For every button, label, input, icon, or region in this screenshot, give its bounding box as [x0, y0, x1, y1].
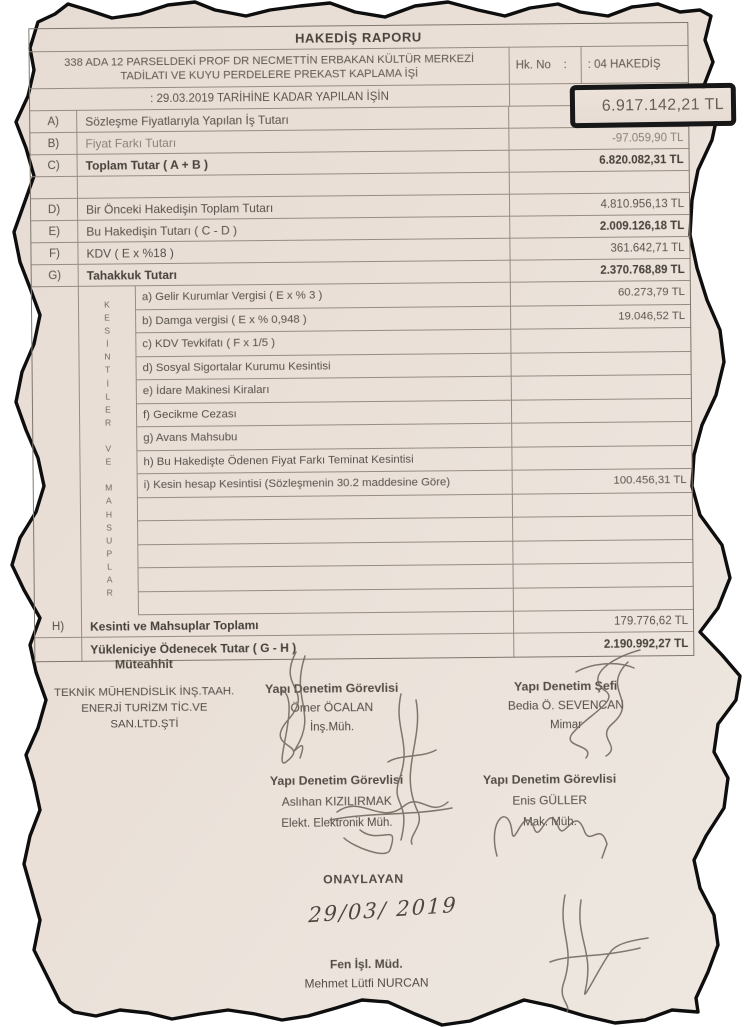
row-label: KDV ( E x %18 ): [86, 245, 174, 261]
row-value: 2.190.992,27 TL: [513, 632, 693, 657]
row-value: 6.820.082,31 TL: [509, 149, 689, 172]
supervisor2-title: Yapı Denetim Görevlisi: [269, 772, 404, 789]
row-label: Sözleşme Fiyatlarıyla Yapılan İş Tutarı: [85, 112, 289, 129]
supervisor1-block: [232, 680, 432, 734]
supervisor3-role: Mak. Müh.: [523, 816, 577, 829]
chief-block: [460, 678, 672, 732]
deduction-label: h) Bu Hakedişte Ödenen Fiyat Farkı Teminat Kesintisi: [143, 453, 414, 468]
deduction-value: [510, 328, 690, 352]
project-line-2: TADİLATI VE KUYU PERDELERE PREKAST KAPLAMA İŞİ: [120, 67, 419, 83]
row-letter: G): [32, 265, 79, 286]
deduction-label: c) KDV Tevkifatı ( F x 1/5 ): [142, 337, 276, 351]
deduction-label: d) Sosyal Sigortalar Kurumu Kesintisi: [142, 360, 331, 374]
supervisor2-block: [230, 772, 443, 830]
deduction-value: [511, 422, 691, 446]
deduction-value: [512, 516, 692, 540]
hakedis-no-label: Hk. No :: [510, 47, 582, 84]
row-label: Bir Önceki Hakedişin Toplam Tutarı: [85, 200, 274, 217]
deductions-rows: [135, 281, 693, 615]
report-title: HAKEDİŞ RAPORU: [29, 23, 687, 52]
approval-title: ONAYLAYAN: [323, 871, 404, 887]
row-letter: [31, 177, 78, 198]
row-letter: C): [31, 155, 78, 176]
highlighted-amount-box: [570, 83, 737, 128]
deduction-value: [512, 539, 692, 563]
deduction-value: [511, 375, 691, 399]
deduction-value: [512, 563, 692, 587]
deduction-label: [138, 541, 512, 567]
row-label: Fiyat Farkı Tutarı: [85, 135, 177, 151]
deduction-label: [139, 565, 513, 591]
supervisor1-name: Ömer ÖCALAN: [290, 700, 374, 715]
hakedis-no-value: : 04 HAKEDİŞ: [587, 58, 661, 71]
row-label: Toplam Tutar ( A + B ): [85, 157, 209, 173]
highlighted-amount: 6.917.142,21 TL: [601, 95, 725, 115]
contractor-block: [31, 656, 257, 733]
project-line-1: 338 ADA 12 PARSELDEKİ PROF DR NECMETTİN ERBAKAN KÜLTÜR MERKEZİ: [64, 52, 475, 69]
supervisor3-block: [446, 771, 653, 829]
row-letter: H): [35, 616, 82, 637]
row-letter: E): [31, 221, 78, 242]
row-letter: D): [31, 199, 78, 220]
chief-role: Mimar: [549, 719, 583, 732]
deduction-label: a) Gelir Kurumlar Vergisi ( E x % 3 ): [141, 289, 323, 304]
row-letter: A): [30, 111, 77, 132]
deduction-value: 100.456,31 TL: [512, 469, 692, 493]
supervisor2-role: Elekt. Elektronik Müh.: [281, 816, 393, 830]
supervisor3-title: Yapı Denetim Görevlisi: [482, 771, 617, 787]
deduction-value: [511, 445, 691, 469]
chief-name: Bedia Ö. SEVENCAN: [507, 697, 624, 713]
date-line: : 29.03.2019 TARİHİNE KADAR YAPILAN İŞİN: [30, 85, 510, 111]
row-label: Yükleniciye Ödenecek Tutar ( G - H ): [90, 640, 297, 657]
deduction-label: b) Damga vergisi ( E x % 0,948 ): [142, 313, 307, 327]
deduction-label: [138, 494, 512, 520]
deduction-label: g) Avans Mahsubu: [143, 431, 238, 445]
deduction-label: i) Kesin hesap Kesintisi (Sözleşmenin 30.2 maddesine Göre): [143, 476, 451, 492]
row-label: Bu Hakedişin Tutarı ( C - D ): [86, 222, 238, 239]
deduction-value: [512, 492, 692, 516]
project-name-cell: [30, 48, 510, 89]
approver-name: Mehmet Lütfi NURCAN: [304, 975, 429, 991]
row-value: 2.370.768,89 TL: [510, 259, 690, 282]
deduction-label: e) İdare Makinesi Kiraları: [142, 384, 270, 398]
deduction-value: 60.273,79 TL: [510, 281, 690, 305]
contractor-line-1: TEKNİK MÜHENDİSLİK İNŞ.TAAH.: [54, 685, 235, 700]
contractor-line-3: SAN.LTD.ŞTİ: [110, 717, 179, 731]
row-label: Kesinti ve Mahsuplar Toplamı: [90, 617, 259, 634]
deduction-value: [511, 398, 691, 422]
approval-block: [283, 871, 443, 887]
row-value: 2.009.126,18 TL: [509, 215, 689, 238]
approver-block: [256, 956, 476, 991]
deduction-label: f) Gecikme Cezası: [142, 408, 237, 421]
deductions-side-label: K E S İ N T İ L E R V E M A H S U P L A R: [104, 299, 113, 598]
row-value: 4.810.956,13 TL: [509, 193, 689, 216]
row-letter: B): [30, 133, 77, 154]
contractor-line-2: ENERJİ TURİZM TİC.VE: [81, 701, 208, 715]
row-value: -97.059,90 TL: [508, 127, 688, 150]
row-label: [78, 173, 509, 198]
deductions-letter-spacer: [32, 287, 82, 616]
approver-role: Fen İşl. Müd.: [329, 956, 403, 972]
supervisor1-title: Yapı Denetim Görevlisi: [264, 680, 399, 697]
deduction-value: 19.046,52 TL: [510, 304, 690, 328]
handwritten-date: 29/03/ 2019: [307, 892, 459, 928]
row-letter: F): [31, 243, 78, 264]
supervisor3-name: Enis GÜLLER: [512, 792, 588, 808]
deduction-label: [138, 518, 512, 544]
row-value: 179.776,62 TL: [513, 610, 693, 633]
header-row: [30, 46, 688, 89]
supervisor1-role: İnş.Müh.: [309, 721, 355, 734]
supervisor2-name: Aslıhan KIZILIRMAK: [281, 793, 392, 809]
deduction-value: [510, 351, 690, 375]
deduction-label: [139, 588, 513, 614]
chief-title: Yapı Denetim Şefi: [513, 678, 618, 694]
row-value: 361.642,71 TL: [509, 237, 689, 260]
contractor-title: Müteahhit: [114, 656, 174, 672]
deductions-block: [32, 281, 693, 616]
deduction-value: [513, 586, 693, 610]
row-value: [509, 171, 689, 194]
row-label: Tahakkuk Tutarı: [86, 267, 178, 283]
